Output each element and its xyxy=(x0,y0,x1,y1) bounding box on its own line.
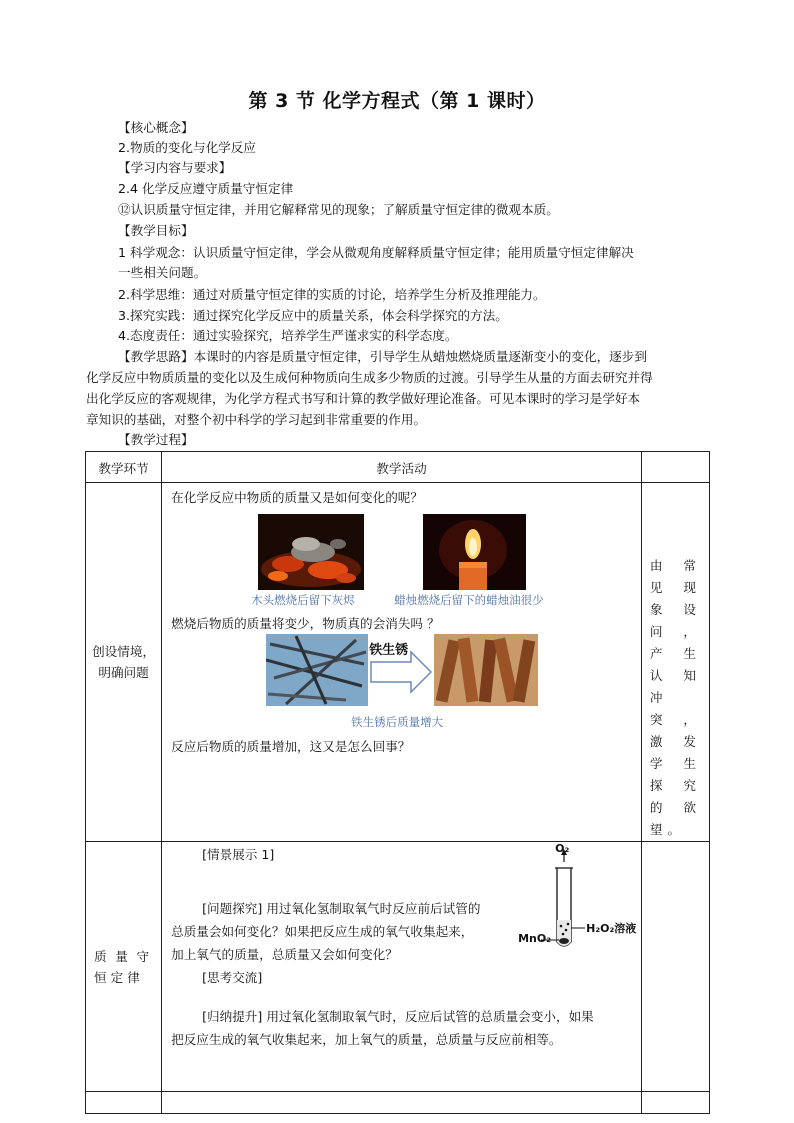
heading-teaching-process: 【教学过程】 xyxy=(118,432,194,447)
label-o2: O₂ xyxy=(555,842,570,855)
label-h2o2: H₂O₂溶液 xyxy=(586,922,637,935)
thinking-line-4: 章知识的基础，对整个初中科学的学习起到非常重要的作用。 xyxy=(86,412,427,427)
table-row xyxy=(86,842,710,1092)
empty-cell xyxy=(86,1092,162,1114)
thinking-line-2: 化学反应中物质质量的变化以及生成何种物质向生成多少物质的过渡。引导学生从量的方面去研究并得 xyxy=(86,370,653,385)
caption-wood-ash: 木头燃烧后留下灰烬 xyxy=(251,593,355,607)
table-row xyxy=(86,1092,710,1114)
heading-teaching-goals: 【教学目标】 xyxy=(118,223,194,238)
question-mass-increase: 反应后物质的质量增加，这又是怎么回事？ xyxy=(171,739,411,754)
inquiry-line-3: 加上氧气的质量，总质量又会如何变化？ xyxy=(171,947,398,962)
empty-cell xyxy=(162,1092,642,1114)
arrow-label-rust: 铁生锈 xyxy=(369,643,409,658)
activity-cell-2 xyxy=(162,842,642,1092)
empty-cell xyxy=(641,1092,709,1114)
caption-candle: 蜡烛燃烧后留下的蜡烛油很少 xyxy=(394,593,544,607)
learning-requirement-text: ⑫认识质量守恒定律，并用它解释常见的现象；了解质量守恒定律的微观本质。 xyxy=(118,202,559,217)
core-concept-text: 2.物质的变化与化学反应 xyxy=(118,140,256,155)
goal-1-line-2: 一些相关问题。 xyxy=(118,265,207,280)
scene-display: [情景展示 1] xyxy=(202,847,275,862)
goal-1-line-1: 1 科学观念：认识质量守恒定律，学会从微观角度解释质量守恒定律；能用质量守恒定律解决 xyxy=(118,245,634,260)
goal-3: 3.探究实践：通过探究化学反应中的质量关系，体会科学探究的方法。 xyxy=(118,308,508,323)
thinking-line-3: 出化学反应的客观规律，为化学方程式书写和计算的教学做好理论准备。可见本课时的学习是学好本 xyxy=(86,391,641,406)
heading-learning-content: 【学习内容与要求】 xyxy=(118,160,232,175)
summary-line-2: 把反应生成的氧气收集起来，加上氧气的质量，总质量与反应前相等。 xyxy=(171,1032,562,1047)
header-activity: 教学活动 xyxy=(162,452,642,483)
note-cell-2 xyxy=(641,842,709,1092)
header-notes xyxy=(641,452,709,483)
burning-wood-photo xyxy=(258,514,364,590)
teaching-process-table xyxy=(85,451,710,1114)
burning-candle-photo xyxy=(423,514,526,590)
iron-nails-photo xyxy=(266,634,368,706)
activity-cell-1 xyxy=(162,483,642,842)
question-mass-change: 在化学反应中物质的质量又是如何变化的呢？ xyxy=(171,490,423,505)
caption-rust: 铁生锈后质量增大 xyxy=(351,715,444,729)
summary-line-1: [归纳提升] 用过氧化氢制取氧气时，反应后试管的总质量会变小，如果 xyxy=(202,1009,594,1024)
design-note: 由常见现象设问，产生认知冲突，激发学生探究的欲望。 xyxy=(641,483,709,842)
goal-4: 4.态度责任：通过实验探究，培养学生严谨求实的科学态度。 xyxy=(118,328,458,343)
header-stage: 教学环节 xyxy=(86,452,162,483)
label-mno2: MnO₂ xyxy=(518,932,552,945)
discussion-label: [思考交流] xyxy=(202,970,263,985)
rusty-nails-photo xyxy=(434,634,538,706)
goal-2: 2.科学思维：通过对质量守恒定律的实质的讨论，培养学生分析及推理能力。 xyxy=(118,287,546,302)
stage-create-scenario: 创设情境，明确问题 xyxy=(86,483,162,842)
heading-core-concept: 【核心概念】 xyxy=(118,120,194,135)
table-header-row xyxy=(86,452,710,483)
stage-conservation-law: 质量守恒定律 xyxy=(86,842,162,1092)
question-mass-disappear: 燃烧后物质的质量将变少，物质真的会消失吗 ？ xyxy=(171,616,440,631)
inquiry-line-2: 总质量会如何变化？如果把反应生成的氧气收集起来， xyxy=(171,924,474,939)
table-row xyxy=(86,483,710,842)
inquiry-line-1: [问题探究] 用过氧化氢制取氧气时反应前后试管的 xyxy=(202,901,481,916)
thinking-line-1: 【教学思路】本课时的内容是质量守恒定律，引导学生从蜡烛燃烧质量逐渐变小的变化，逐步到 xyxy=(118,349,647,364)
page-title: 第 3 节 化学方程式（第 1 课时） xyxy=(248,90,546,112)
learning-content-text: 2.4 化学反应遵守质量守恒定律 xyxy=(118,181,294,196)
